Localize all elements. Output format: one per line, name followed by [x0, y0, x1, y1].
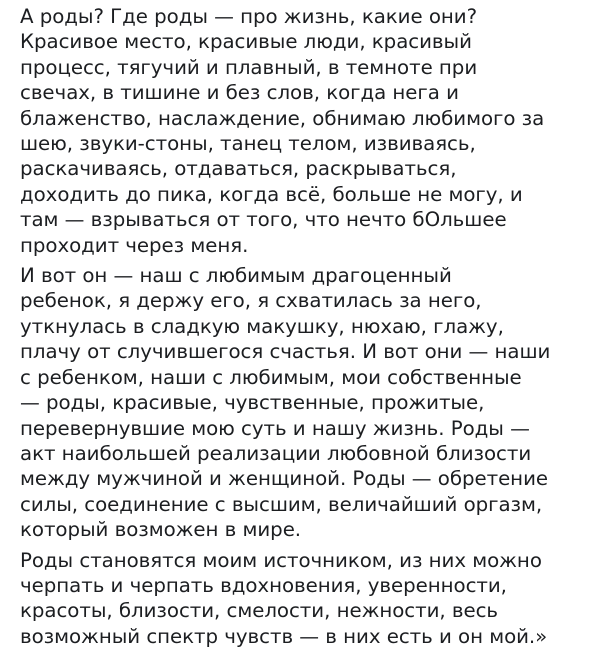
- post-paragraph-3: Роды становятся моим источником, из них можно черпать и черпать вдохновения, уверенности, красоты, близости, смелости, нежности, весь возможный спектр чувств — в них есть и он мой.»: [20, 548, 548, 648]
- post-paragraph-2: И вот он — наш с любимым драгоценный ребенок, я держу его, я схватилась за него, уткнулась в сладкую макушку, нюхаю, глажу, плачу от случившегося счастья. И вот они — наши с ребенком, наши с любимым, мои собственные — роды, красивые, чувственные, прожитые, перевернувшие мою суть и нашу жизнь. Роды — акт наибольшей реализации любовной близости между мужчиной и женщиной. Роды — обретение силы, соединение с высшим, величайший оргазм, который возможен в мире.: [20, 264, 551, 542]
- post-paragraph-1: А роды? Где роды — про жизнь, какие они? Красивое место, красивые люди, красивый процесс, тягучий и плавный, в темноте при свечах, в тишине и без слов, когда нега и блаженство, наслаждение, обнимаю любимого за шею, звуки-стоны, танец телом, извиваясь, раскачиваясь, отдаваться, раскрываться, доходить до пика, когда всё, больше не могу, и там — взрываться от того, что нечто бОльшее проходит через меня.: [20, 5, 545, 257]
